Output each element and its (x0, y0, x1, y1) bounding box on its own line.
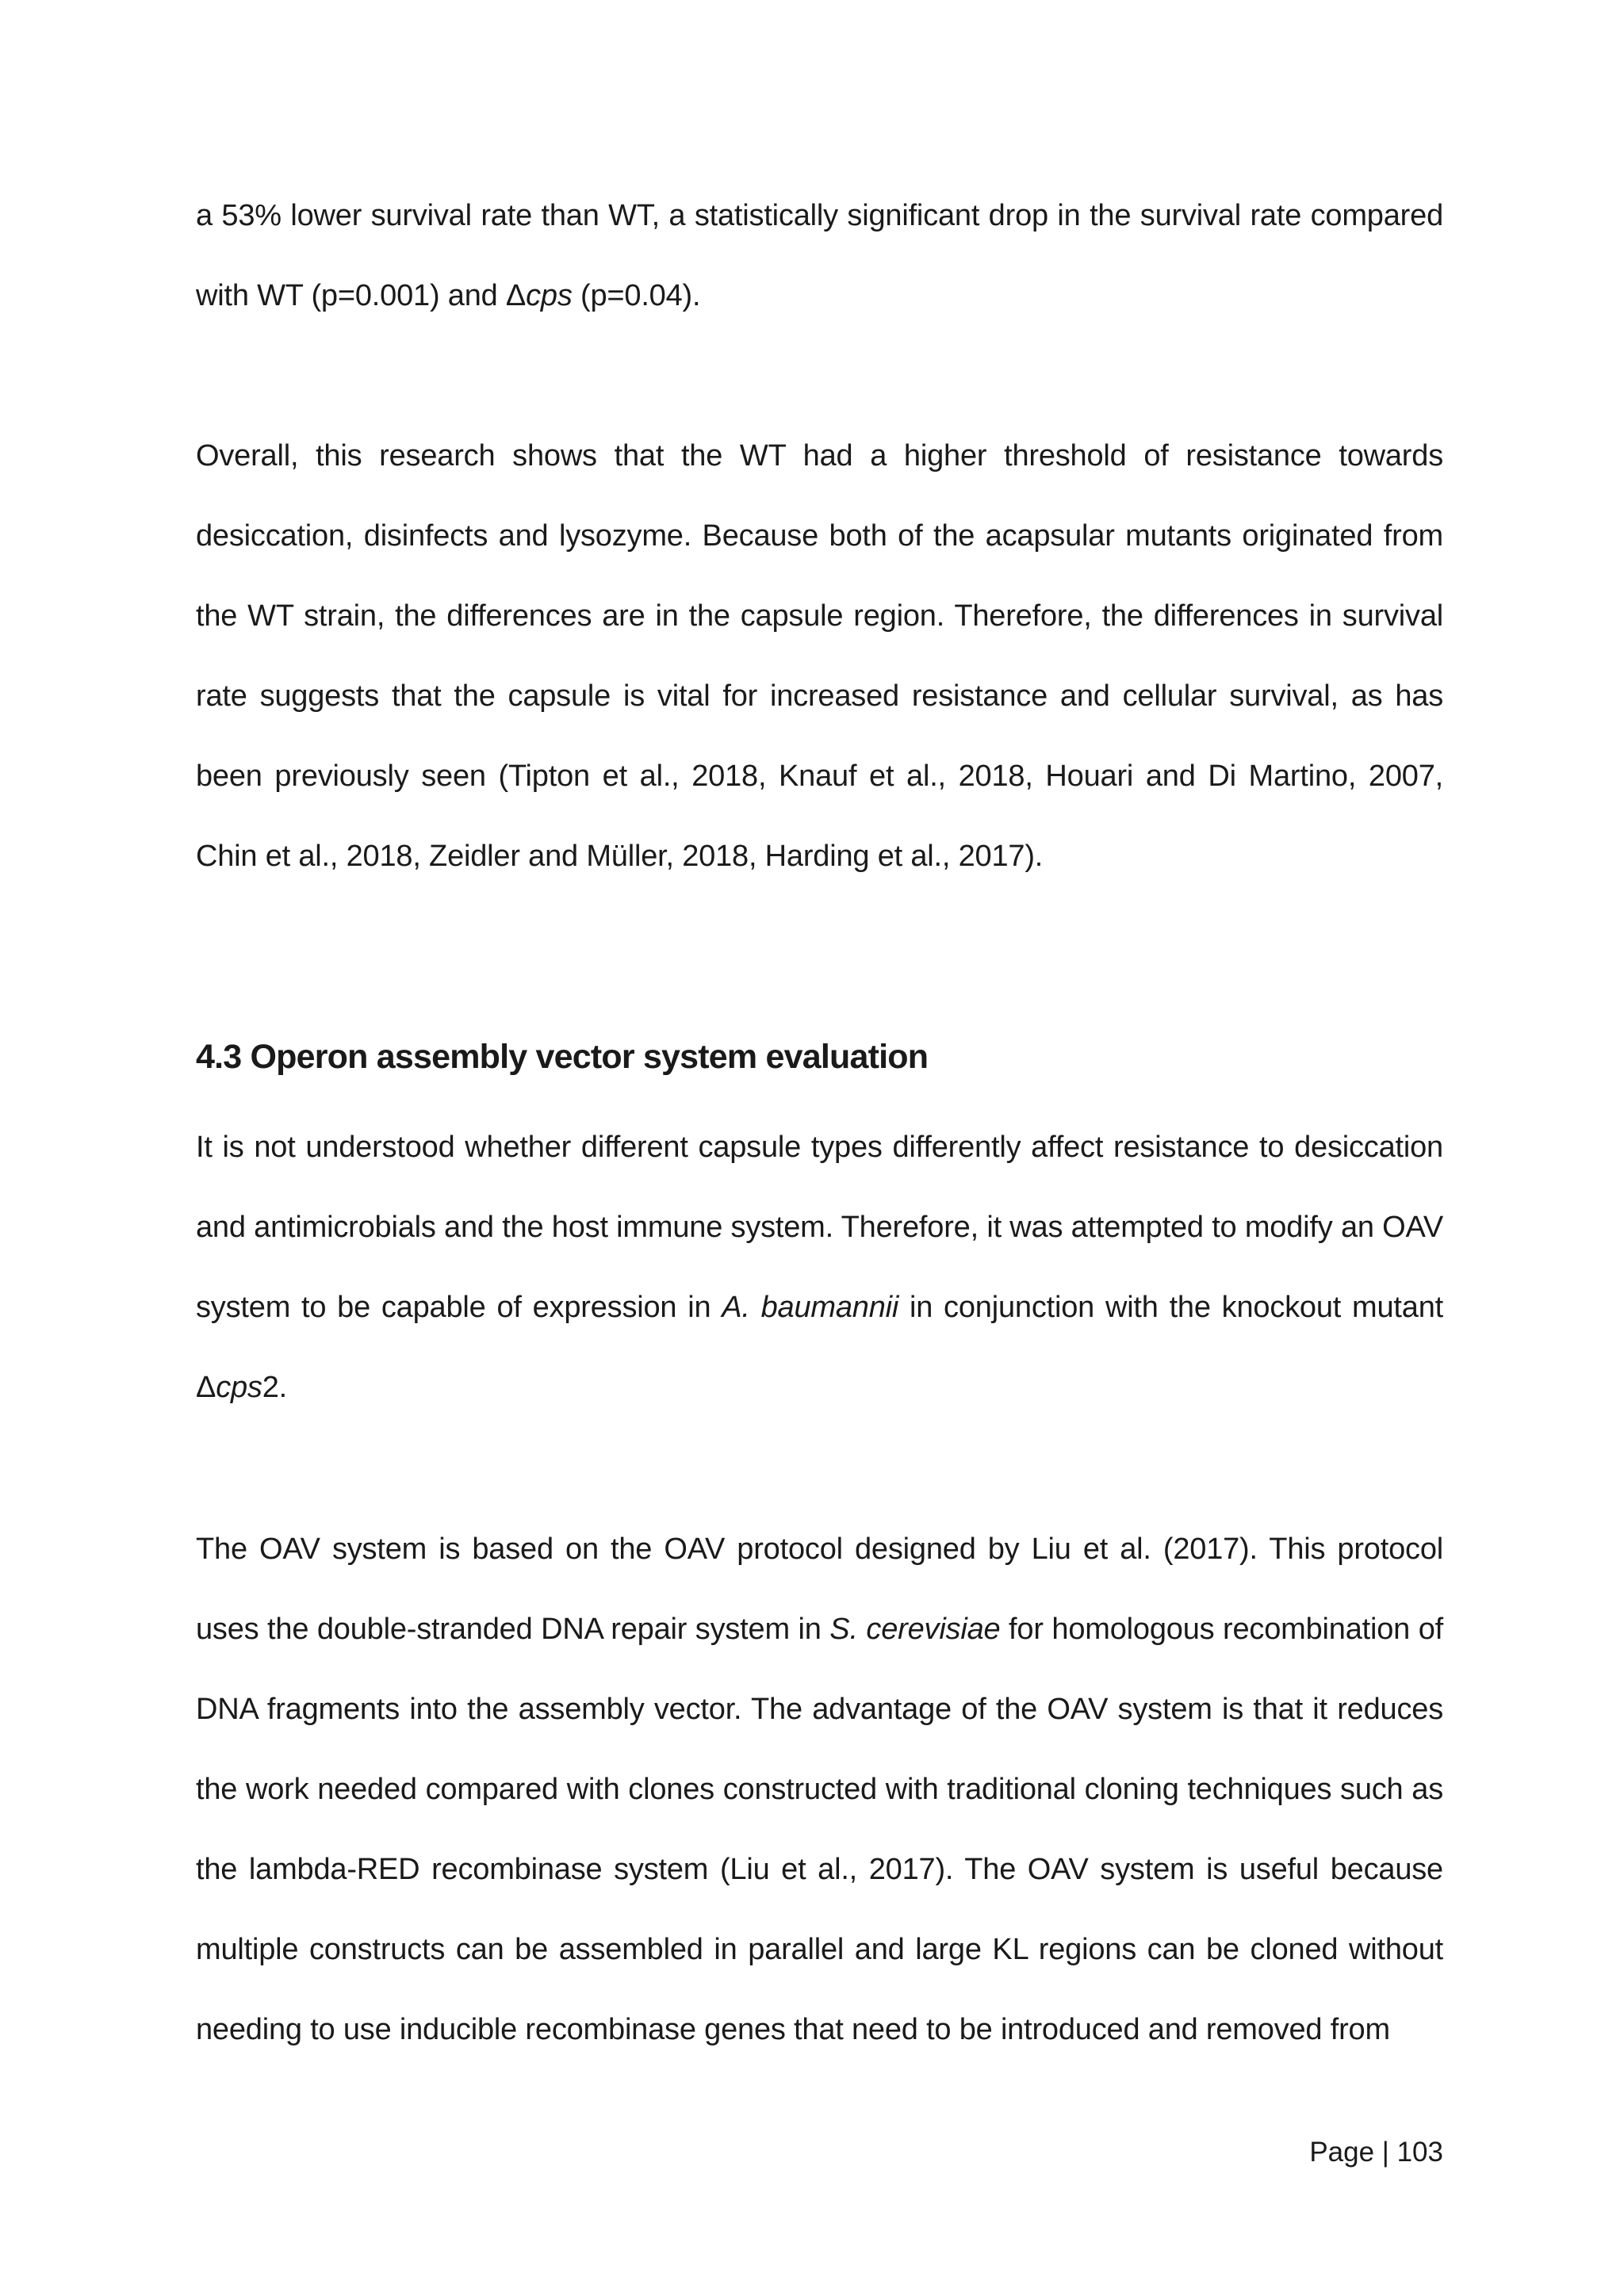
species-name-italic: S. cerevisiae (829, 1613, 1001, 1646)
gene-name-italic: cps (526, 279, 573, 312)
document-page (196, 0, 1443, 2296)
page-number: Page | 103 (1309, 2137, 1443, 2168)
paragraph-overall-summary: Overall, this research shows that the WT had a higher threshold of resistance towards desiccation, disinfects and lysozyme. Because both of the acapsular mutants originated from the WT strain, the differences are in the capsule region. Therefore, the differences in survival rate suggests that the capsule is vital for increased resistance and cellular survival, as has been previously seen (Tipton et al., 2018, Knauf et al., 2018, Houari and Di Martino, 2007, Chin et al., 2018, Zeidler and Müller, 2018, Harding et al., 2017). (196, 439, 1443, 873)
paragraph-oav-system: The OAV system is based on the OAV protocol designed by Liu et al. (2017). This protocol uses the double-stranded DNA repair system in S. cerevisiae for homologous recombination of DNA fragments into the assembly vector. The advantage of the OAV system is that it reduces the work needed compared with clones constructed with traditional cloning techniques such as the lambda-RED recombinase system (Liu et al., 2017). The OAV system is useful because multiple constructs can be assembled in parallel and large KL regions can be cloned without needing to use inducible recombinase genes that need to be introduced and removed from (196, 1533, 1443, 2046)
paragraph-oav-intro: It is not understood whether different capsule types differently affect resistance to desiccation and antimicrobials and the host immune system. Therefore, it was attempted to modify an OAV system to be capable of expression in A. baumannii in conjunction with the knockout mutant Δcps2. (196, 1131, 1443, 1404)
gene-name-italic: cps (216, 1371, 262, 1404)
section-heading: 4.3 Operon assembly vector system evaluation (196, 1038, 929, 1076)
paragraph-survival-results: a 53% lower survival rate than WT, a statistically significant drop in the survival rate compared with WT (p=0.001) and Δcps (p=0.04). (196, 199, 1443, 312)
species-name-italic: A. baumannii (722, 1291, 899, 1324)
